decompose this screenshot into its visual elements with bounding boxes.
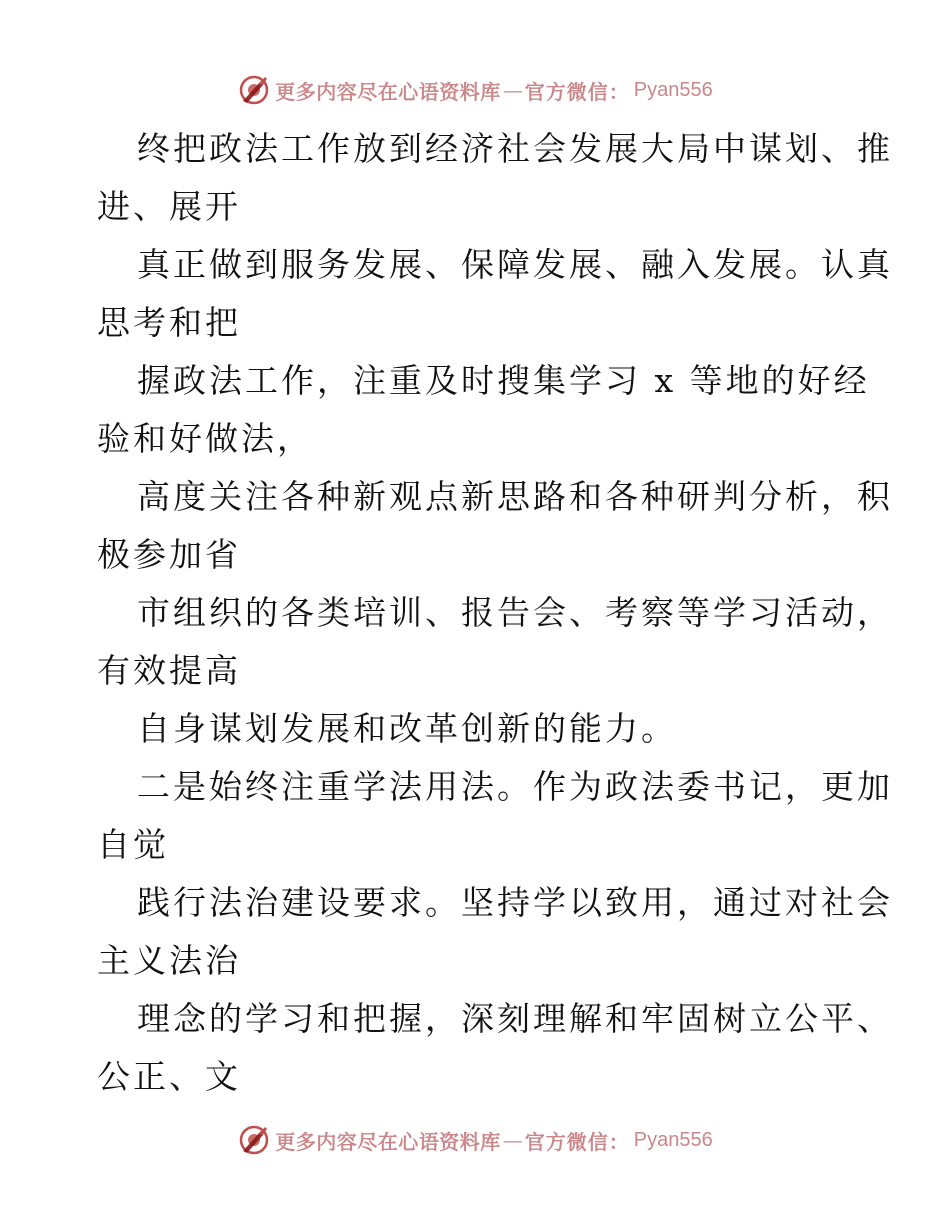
paragraph bbox=[97, 352, 870, 468]
paragraph-line: 市组织的各类培训、报告会、考察等学习活动， bbox=[137, 593, 893, 632]
paragraph-line: 自觉 bbox=[97, 825, 169, 864]
paragraph bbox=[97, 120, 893, 236]
pen-logo-icon bbox=[237, 1123, 271, 1157]
header-site-text: 更多内容尽在心语资料库 bbox=[275, 79, 501, 104]
header-wechat-label: 官方微信： bbox=[524, 79, 630, 104]
paragraph bbox=[97, 468, 893, 584]
paragraph-line: 理念的学习和把握，深刻理解和牢固树立公平、 bbox=[137, 999, 893, 1038]
paragraph bbox=[97, 758, 893, 874]
paragraph-line: 有效提高 bbox=[97, 651, 241, 690]
paragraph bbox=[97, 700, 867, 758]
pen-logo-icon bbox=[237, 73, 271, 107]
paragraph bbox=[97, 584, 893, 700]
paragraph-line: 握政法工作，注重及时搜集学习 x 等地的好经 bbox=[137, 361, 870, 400]
paragraph bbox=[97, 874, 893, 990]
document-body bbox=[97, 120, 893, 1106]
paragraph bbox=[97, 990, 893, 1106]
footer-wechat-label: 官方微信： bbox=[524, 1129, 630, 1154]
header-wechat-id: Pyan556 bbox=[633, 78, 713, 101]
footer-separator: — bbox=[502, 1128, 523, 1152]
paragraph bbox=[97, 236, 893, 352]
header-separator: — bbox=[502, 78, 523, 102]
paragraph-line: 主义法治 bbox=[97, 941, 241, 980]
paragraph-line: 思考和把 bbox=[97, 303, 241, 342]
paragraph-line: 验和好做法， bbox=[97, 419, 313, 458]
paragraph-line: 真正做到服务发展、保障发展、融入发展。认真 bbox=[137, 245, 893, 284]
footer-wechat-id: Pyan556 bbox=[633, 1128, 713, 1151]
paragraph-line: 终把政法工作放到经济社会发展大局中谋划、推 bbox=[137, 129, 893, 168]
header-watermark bbox=[0, 70, 950, 110]
paragraph-line: 公正、文 bbox=[97, 1057, 241, 1096]
footer-watermark bbox=[0, 1120, 950, 1160]
paragraph-line: 二是始终注重学法用法。作为政法委书记，更加 bbox=[137, 767, 893, 806]
paragraph-line: 自身谋划发展和改革创新的能力。 bbox=[137, 709, 677, 748]
paragraph-line: 进、展开 bbox=[97, 187, 241, 226]
paragraph-line: 极参加省 bbox=[97, 535, 241, 574]
footer-site-text: 更多内容尽在心语资料库 bbox=[275, 1129, 501, 1154]
paragraph-line: 践行法治建设要求。坚持学以致用，通过对社会 bbox=[137, 883, 893, 922]
paragraph-line: 高度关注各种新观点新思路和各种研判分析，积 bbox=[137, 477, 893, 516]
